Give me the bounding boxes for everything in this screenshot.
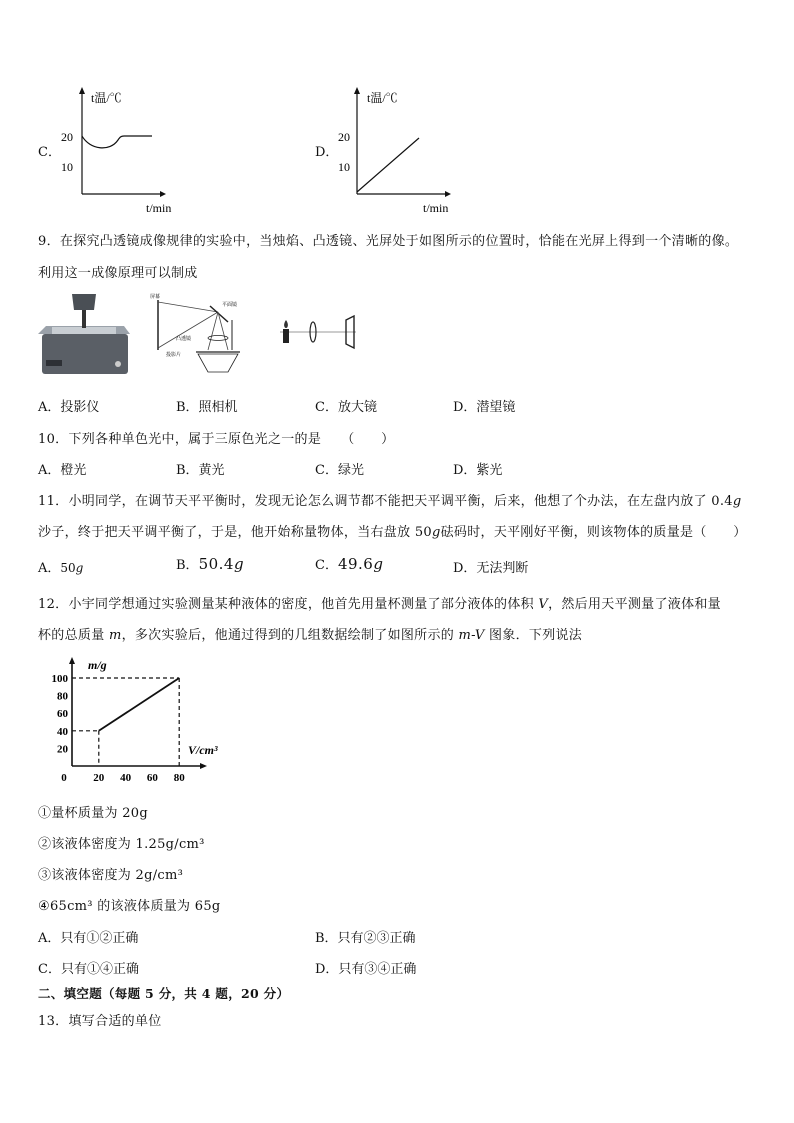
mv-x-axis-arrow-icon (200, 763, 207, 769)
q10-option-b[interactable]: B．黄光 (176, 463, 225, 478)
q11-line1-text: 11．小明同学，在调节天平平衡时，发现无论怎么调节都不能把天平调平衡，后来，他想了个办法，在左盘内放了 (38, 494, 712, 509)
q11-line2-text-a: 沙子，终于把天平调平衡了，于是，他开始称量物体，当右盘放 (38, 525, 415, 540)
projector-diagram (148, 292, 248, 382)
q12-stem-line2 (38, 624, 582, 643)
projector-glass (52, 327, 116, 334)
x-axis-arrow-icon (160, 191, 166, 197)
q11-line2-text-b: 砝码时，天平刚好平衡，则该物体的质量是（ ） (440, 525, 747, 540)
q12-option-c[interactable]: C．只有①④正确 (38, 962, 139, 977)
q11-option-c-label: C． (315, 558, 338, 573)
q12-line1-text-b: ，然后用天平测量了液体和量 (548, 597, 721, 612)
lens-setup-image (278, 312, 363, 352)
q11-option-a-unit: g (75, 561, 84, 575)
q11-option-a-value: 50 (60, 561, 76, 575)
q12-statement-4: ④65cm³ 的该液体质量为 65g (38, 899, 221, 914)
y-axis-label: t温/℃ (91, 91, 122, 105)
mv-x-tick-0: 0 (61, 772, 67, 784)
q12-stem-line1 (38, 593, 721, 612)
q8-graph-c (58, 82, 172, 217)
mv-y-tick-20: 20 (57, 743, 68, 756)
q11-option-c-unit: g (373, 555, 383, 573)
q9-stem-line1: 9．在探究凸透镜成像规律的实验中，当烛焰、凸透镜、光屏处于如图所示的位置时，恰能在光屏上得到一个清晰的像。 (38, 234, 739, 249)
q11-option-d[interactable]: D．无法判断 (453, 561, 529, 576)
q11-line2-value: 50 (414, 525, 432, 540)
mv-y-tick-80: 80 (57, 690, 68, 703)
q10-stem: 10．下列各种单色光中，属于三原色光之一的是 （ ） (38, 432, 395, 447)
projector-image (38, 290, 138, 382)
projector-body (42, 334, 128, 374)
q12-line2-m: m (108, 628, 122, 643)
label-lens: 凸透镜 (176, 337, 192, 342)
tick-10: 10 (338, 160, 350, 174)
q11-line2-unit: g (432, 525, 441, 540)
q12-statement-3: ③该液体密度为 2g/cm³ (38, 868, 184, 883)
curve-c (82, 136, 152, 148)
projector-arm (82, 308, 86, 328)
q11-option-a[interactable] (38, 557, 83, 576)
lamp-housing (198, 354, 238, 372)
mv-x-tick-60: 60 (146, 772, 158, 784)
y-axis-arrow-icon (79, 87, 85, 94)
q11-option-b[interactable] (176, 554, 244, 573)
label-screen: 屏幕 (150, 295, 161, 300)
x-axis-label: t/min (146, 201, 172, 215)
mv-y-axis-label: m/g (88, 658, 107, 672)
line-d (357, 138, 419, 192)
q10-option-a[interactable]: A．橙光 (38, 463, 87, 478)
q9-option-b[interactable]: B．照相机 (176, 400, 238, 415)
q10-option-c[interactable]: C．绿光 (315, 463, 364, 478)
mv-y-axis-arrow-icon (69, 657, 75, 664)
q11-option-c[interactable] (315, 554, 383, 573)
q11-line1-unit: g (732, 494, 742, 509)
tick-20: 20 (61, 130, 73, 144)
q12-statement-1: ①量杯质量为 20g (38, 806, 148, 821)
q12-option-b[interactable]: B．只有②③正确 (315, 931, 416, 946)
x-axis-label: t/min (423, 201, 449, 215)
projector-knob (115, 361, 121, 367)
q9-option-d[interactable]: D．潜望镜 (453, 400, 516, 415)
q12-statement-2: ②该液体密度为 1.25g/cm³ (38, 837, 205, 852)
mv-x-axis-label: V/cm³ (188, 743, 218, 757)
section2-heading: 二、填空题（每题 5 分，共 4 题，20 分） (38, 986, 290, 1001)
q11-option-a-label: A． (38, 561, 61, 576)
tick-20: 20 (338, 130, 350, 144)
q9-option-c[interactable]: C．放大镜 (315, 400, 377, 415)
q10-option-d[interactable]: D．紫光 (453, 463, 503, 478)
q12-line1-text-a: 12．小宇同学想通过实验测量某种液体的密度，他首先用量杯测量了部分液体的体积 (38, 597, 539, 612)
tick-10: 10 (61, 160, 73, 174)
q12-line1-v: V (538, 597, 549, 612)
q11-line1-value: 0.4 (711, 494, 733, 509)
mv-chart (50, 652, 250, 784)
q11-option-c-value: 49.6 (337, 555, 374, 573)
q8-option-d-label: D． (315, 145, 339, 160)
q12-line2-mv: m-V (458, 628, 485, 643)
mv-y-tick-60: 60 (57, 708, 68, 721)
q12-option-a[interactable]: A．只有①②正确 (38, 931, 139, 946)
mv-x-tick-40: 40 (120, 772, 132, 784)
q11-stem-line1 (38, 490, 741, 509)
projector-head (72, 294, 96, 310)
projector-label-plate (46, 360, 62, 366)
candle-icon (283, 329, 289, 343)
q8-option-c-label: C． (38, 145, 61, 160)
q11-option-b-unit: g (233, 555, 244, 573)
q12-line2-text-b: ，多次实验后，他通过得到的几组数据绘制了如图所示的 (121, 628, 459, 643)
q8-graph-d (335, 82, 460, 217)
q12-line2-text-a: 杯的总质量 (38, 628, 109, 643)
q11-option-b-label: B． (176, 558, 199, 573)
mirror-line (210, 306, 228, 322)
label-mirror: 平面镜 (222, 303, 238, 308)
q11-stem-line2 (38, 521, 747, 540)
mv-x-tick-20: 20 (93, 772, 105, 784)
q12-option-d[interactable]: D．只有③④正确 (315, 962, 417, 977)
mv-y-tick-40: 40 (57, 725, 68, 738)
q9-option-a[interactable]: A．投影仪 (38, 400, 100, 415)
mv-x-tick-80: 80 (173, 772, 185, 784)
y-axis-arrow-icon (354, 87, 360, 94)
q13-stem: 13．填写合适的单位 (38, 1014, 162, 1029)
flame-icon (284, 320, 288, 328)
mv-y-tick-100: 100 (51, 673, 68, 685)
x-axis-arrow-icon (445, 191, 451, 197)
mv-series-line (99, 678, 179, 731)
q11-option-b-value: 50.4 (198, 555, 234, 573)
label-slide: 投影片 (166, 353, 182, 358)
q12-line2-text-c: 图象．下列说法 (484, 628, 583, 643)
y-axis-label: t温/℃ (367, 91, 398, 105)
q9-stem-line2: 利用这一成像原理可以制成 (38, 266, 198, 281)
